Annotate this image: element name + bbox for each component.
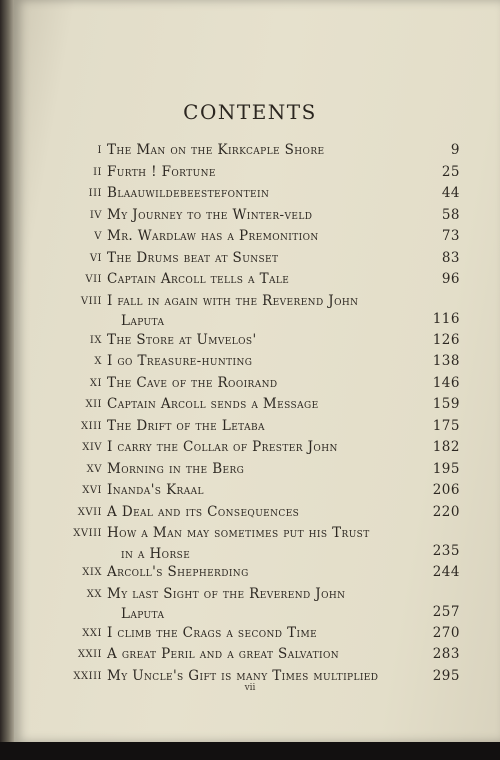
page-number: 159 xyxy=(432,396,460,412)
page-number: 206 xyxy=(432,482,460,498)
table-of-contents xyxy=(60,140,460,687)
chapter-number: XI xyxy=(89,377,102,389)
chapter-title-line: The Man on the Kirkcaple Shore xyxy=(107,142,325,158)
toc-entry xyxy=(60,248,460,270)
toc-entry xyxy=(60,183,460,205)
chapter-number: XIV xyxy=(82,442,102,453)
chapter-title xyxy=(107,562,408,584)
chapter-title xyxy=(107,523,408,563)
chapter-title xyxy=(107,226,408,248)
chapter-number: IV xyxy=(89,209,102,221)
chapter-title-line: My Uncle's Gift is many Times multiplied xyxy=(107,667,379,684)
toc-entry xyxy=(60,269,460,291)
page-number: 270 xyxy=(432,624,460,641)
chapter-title-line: A great Peril and a great Salvation xyxy=(107,646,340,662)
page-number: 220 xyxy=(432,503,460,520)
toc-entry xyxy=(60,437,460,459)
chapter-number: XXI xyxy=(82,627,102,639)
page-number: 295 xyxy=(432,667,460,684)
toc-entry xyxy=(60,330,460,352)
chapter-number: II xyxy=(93,166,102,178)
toc-entry xyxy=(60,416,460,438)
chapter-title-line: Mr. Wardlaw has a Premonition xyxy=(107,228,319,244)
chapter-number: X xyxy=(94,356,102,367)
chapter-title xyxy=(107,205,408,227)
chapter-number: XIX xyxy=(82,567,102,578)
page-number: 175 xyxy=(432,417,460,434)
toc-entry xyxy=(60,623,460,645)
page-number: 138 xyxy=(432,353,460,369)
toc-entry xyxy=(60,205,460,227)
page-number: 116 xyxy=(432,310,460,327)
toc-entry xyxy=(60,644,460,666)
toc-entry xyxy=(60,351,460,373)
chapter-title-continuation: in a Horse xyxy=(121,545,191,562)
page-number: 244 xyxy=(432,564,460,580)
page-number: 235 xyxy=(432,543,460,559)
page-number: 182 xyxy=(432,439,460,455)
page-number: 257 xyxy=(432,603,460,620)
chapter-title xyxy=(107,269,408,291)
chapter-title xyxy=(107,480,408,502)
page-number: 146 xyxy=(432,374,460,391)
chapter-number: IX xyxy=(89,334,102,346)
toc-entry xyxy=(60,162,460,184)
chapter-number: III xyxy=(88,188,102,199)
background-surface xyxy=(0,742,500,760)
chapter-title xyxy=(107,162,408,184)
chapter-title-line: Captain Arcoll tells a Tale xyxy=(107,271,290,287)
chapter-number: XV xyxy=(86,463,102,475)
chapter-title xyxy=(107,140,408,162)
page-folio: vii xyxy=(244,683,256,693)
chapter-number: XIII xyxy=(81,420,102,432)
page-number: 96 xyxy=(441,271,460,287)
chapter-number: I xyxy=(97,145,102,156)
chapter-title xyxy=(107,437,408,459)
chapter-title-line: Captain Arcoll sends a Message xyxy=(107,396,319,412)
page-number: 58 xyxy=(441,206,460,223)
chapter-title-line: My last Sight of the Reverend John xyxy=(107,585,346,602)
chapter-title-line: My Journey to the Winter-veld xyxy=(107,206,313,223)
toc-entry xyxy=(60,140,460,162)
chapter-number: XVI xyxy=(82,485,102,496)
toc-entry xyxy=(60,523,460,562)
chapter-title xyxy=(107,373,408,395)
chapter-title-line: Arcoll's Shepherding xyxy=(107,564,249,580)
chapter-title-line: I go Treasure-hunting xyxy=(107,353,253,369)
chapter-title xyxy=(107,459,408,481)
chapter-title xyxy=(107,394,408,416)
chapter-title xyxy=(107,502,408,524)
chapter-title xyxy=(107,584,408,624)
chapter-title-line: The Drift of the Letaba xyxy=(107,417,265,434)
page-number: 44 xyxy=(441,185,460,201)
chapter-title xyxy=(107,183,408,205)
toc-entry xyxy=(60,584,460,623)
chapter-title xyxy=(107,291,408,331)
chapter-title-line: A Deal and its Consequences xyxy=(107,503,300,520)
chapter-number: XXII xyxy=(77,649,102,660)
contents-heading: CONTENTS xyxy=(183,100,317,124)
chapter-title-line: I fall in again with the Reverend John xyxy=(107,292,359,309)
page-number: 25 xyxy=(441,163,460,180)
chapter-title-line: The Drums beat at Sunset xyxy=(107,249,279,266)
page-number: 195 xyxy=(432,460,460,477)
page-number: 9 xyxy=(450,142,460,158)
toc-entry xyxy=(60,373,460,395)
toc-entry xyxy=(60,226,460,248)
chapter-number: VI xyxy=(89,252,102,264)
chapter-title xyxy=(107,351,408,373)
chapter-number: XXIII xyxy=(73,670,102,682)
toc-entry xyxy=(60,502,460,524)
chapter-title-line: How a Man may sometimes put his Trust xyxy=(107,525,370,541)
chapter-title-continuation: Laputa xyxy=(121,606,165,622)
chapter-title-line: Blaauwildebeestefontein xyxy=(107,185,270,201)
toc-entry xyxy=(60,480,460,502)
chapter-number: XVIII xyxy=(73,528,102,539)
page-number: 283 xyxy=(432,646,460,662)
toc-entry xyxy=(60,291,460,330)
chapter-title-continuation: Laputa xyxy=(121,313,165,329)
toc-entry xyxy=(60,394,460,416)
chapter-title xyxy=(107,416,408,438)
chapter-title-line: I climb the Crags a second Time xyxy=(107,624,318,641)
chapter-title-line: Furth ! Fortune xyxy=(107,163,216,180)
chapter-number: XII xyxy=(85,399,102,410)
chapter-title xyxy=(107,623,408,645)
chapter-number: VII xyxy=(85,274,102,285)
toc-entry xyxy=(60,459,460,481)
chapter-number: XX xyxy=(86,588,102,600)
chapter-title xyxy=(107,248,408,270)
chapter-title xyxy=(107,644,408,666)
page-number: 73 xyxy=(441,228,460,244)
chapter-number: XVII xyxy=(77,506,102,518)
chapter-number: V xyxy=(94,231,102,242)
page-number: 83 xyxy=(441,249,460,266)
chapter-title-line: Inanda's Kraal xyxy=(107,482,204,498)
chapter-title xyxy=(107,330,408,352)
chapter-title-line: Morning in the Berg xyxy=(107,460,245,477)
chapter-number: VIII xyxy=(80,295,102,307)
chapter-title-line: I carry the Collar of Prester John xyxy=(107,439,338,455)
page-number: 126 xyxy=(432,331,460,348)
chapter-title-line: The Cave of the Rooirand xyxy=(107,374,278,391)
toc-entry xyxy=(60,562,460,584)
chapter-title-line: The Store at Umvelos' xyxy=(107,331,257,348)
